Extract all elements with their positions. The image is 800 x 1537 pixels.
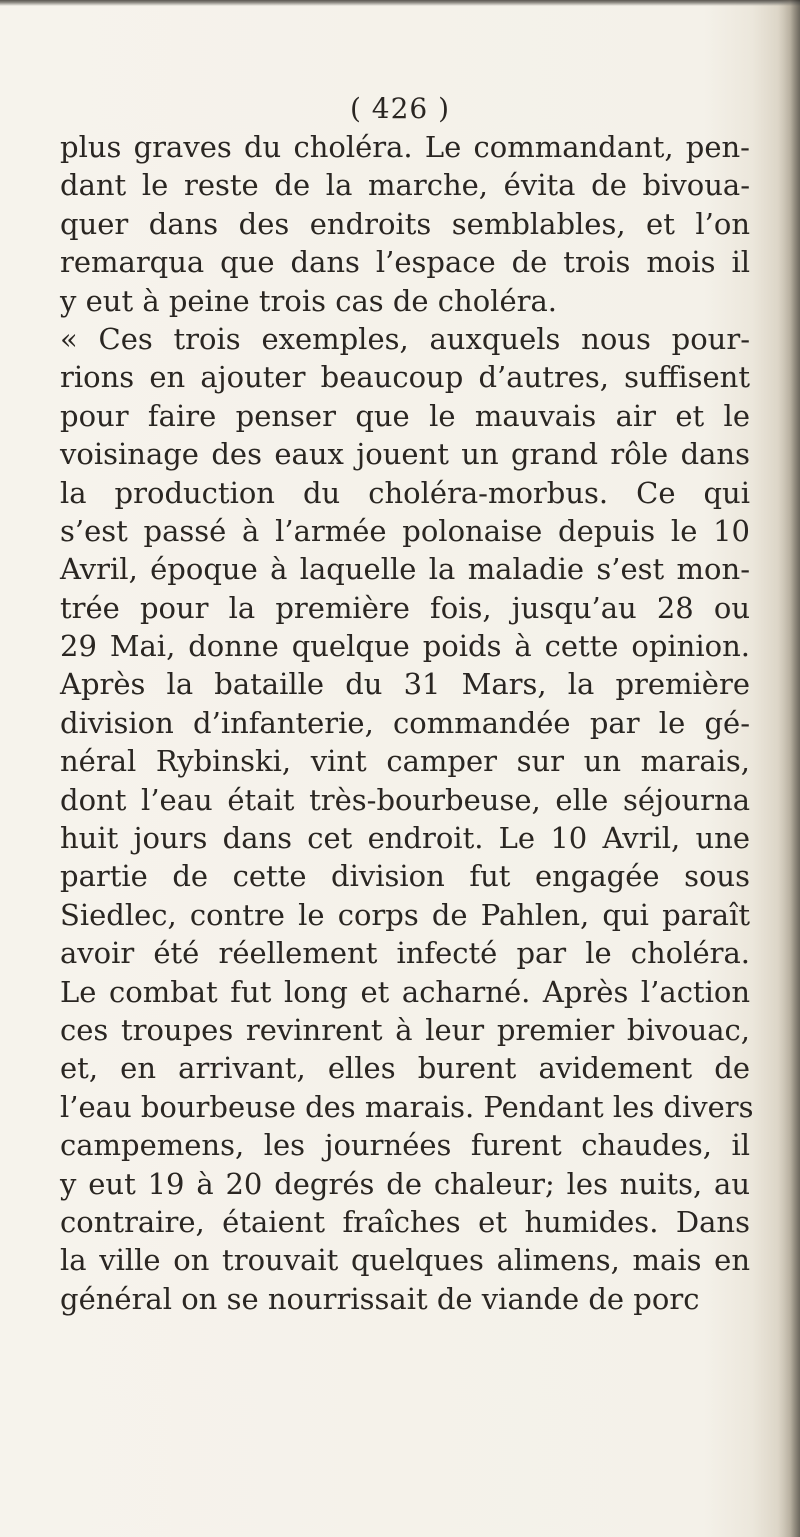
text-line: huit jours dans cet endroit. Le 10 Avril, une	[60, 821, 750, 856]
page-top-edge	[0, 0, 800, 6]
text-line: remarqua que dans l’espace de trois mois il	[60, 245, 750, 280]
text-line: et, en arrivant, elles burent avidement de	[60, 1051, 750, 1086]
text-line: plus graves du choléra. Le commandant, pen-	[60, 130, 750, 164]
text-line: voisinage des eaux jouent un grand rôle dans	[60, 437, 750, 472]
text-line: Avril, époque à laquelle la maladie s’est mon-	[60, 552, 750, 587]
text-line: « Ces trois exemples, auxquels nous pour-	[60, 321, 750, 356]
text-line: Le combat fut long et acharné. Après l’action	[60, 974, 750, 1009]
text-line: 29 Mai, donne quelque poids à cette opinion.	[60, 629, 750, 664]
text-line: l’eau bourbeuse des marais. Pendant les divers	[60, 1089, 754, 1124]
text-line: la ville on trouvait quelques alimens, mais en	[60, 1243, 750, 1278]
text-line: dont l’eau était très-bourbeuse, elle séjourna	[60, 782, 750, 817]
text-line: contraire, étaient fraîches et humides. Dans	[60, 1204, 750, 1239]
text-line: dant le reste de la marche, évita de bivoua-	[60, 168, 750, 203]
page-binding-edge	[778, 0, 800, 1537]
text-line: Siedlec, contre le corps de Pahlen, qui paraît	[60, 897, 750, 932]
text-line: rions en ajouter beaucoup d’autres, suffisent	[60, 360, 750, 395]
text-line: y eut à peine trois cas de choléra.	[60, 283, 557, 318]
text-line: trée pour la première fois, jusqu’au 28 ou	[60, 590, 750, 625]
text-line: la production du choléra-morbus. Ce qui	[60, 475, 750, 510]
body-text	[60, 128, 754, 1318]
text-line: général on se nourrissait de viande de porc	[60, 1281, 700, 1316]
text-line: ces troupes revinrent à leur premier bivouac,	[60, 1012, 750, 1047]
text-line: s’est passé à l’armée polonaise depuis le 10	[60, 513, 750, 548]
text-line: division d’infanterie, commandée par le gé-	[60, 705, 750, 740]
text-line: y eut 19 à 20 degrés de chaleur; les nuits, au	[60, 1166, 750, 1201]
page-number: ( 426 )	[349, 92, 451, 125]
text-line: quer dans des endroits semblables, et l’on	[60, 206, 750, 241]
text-line: campemens, les journées furent chaudes, il	[60, 1128, 750, 1163]
text-line: partie de cette division fut engagée sous	[60, 859, 750, 894]
text-line: pour faire penser que le mauvais air et le	[60, 398, 750, 433]
text-line: avoir été réellement infecté par le choléra.	[60, 936, 750, 971]
text-line: néral Rybinski, vint camper sur un marais,	[60, 744, 750, 779]
text-line: Après la bataille du 31 Mars, la première	[60, 667, 750, 702]
